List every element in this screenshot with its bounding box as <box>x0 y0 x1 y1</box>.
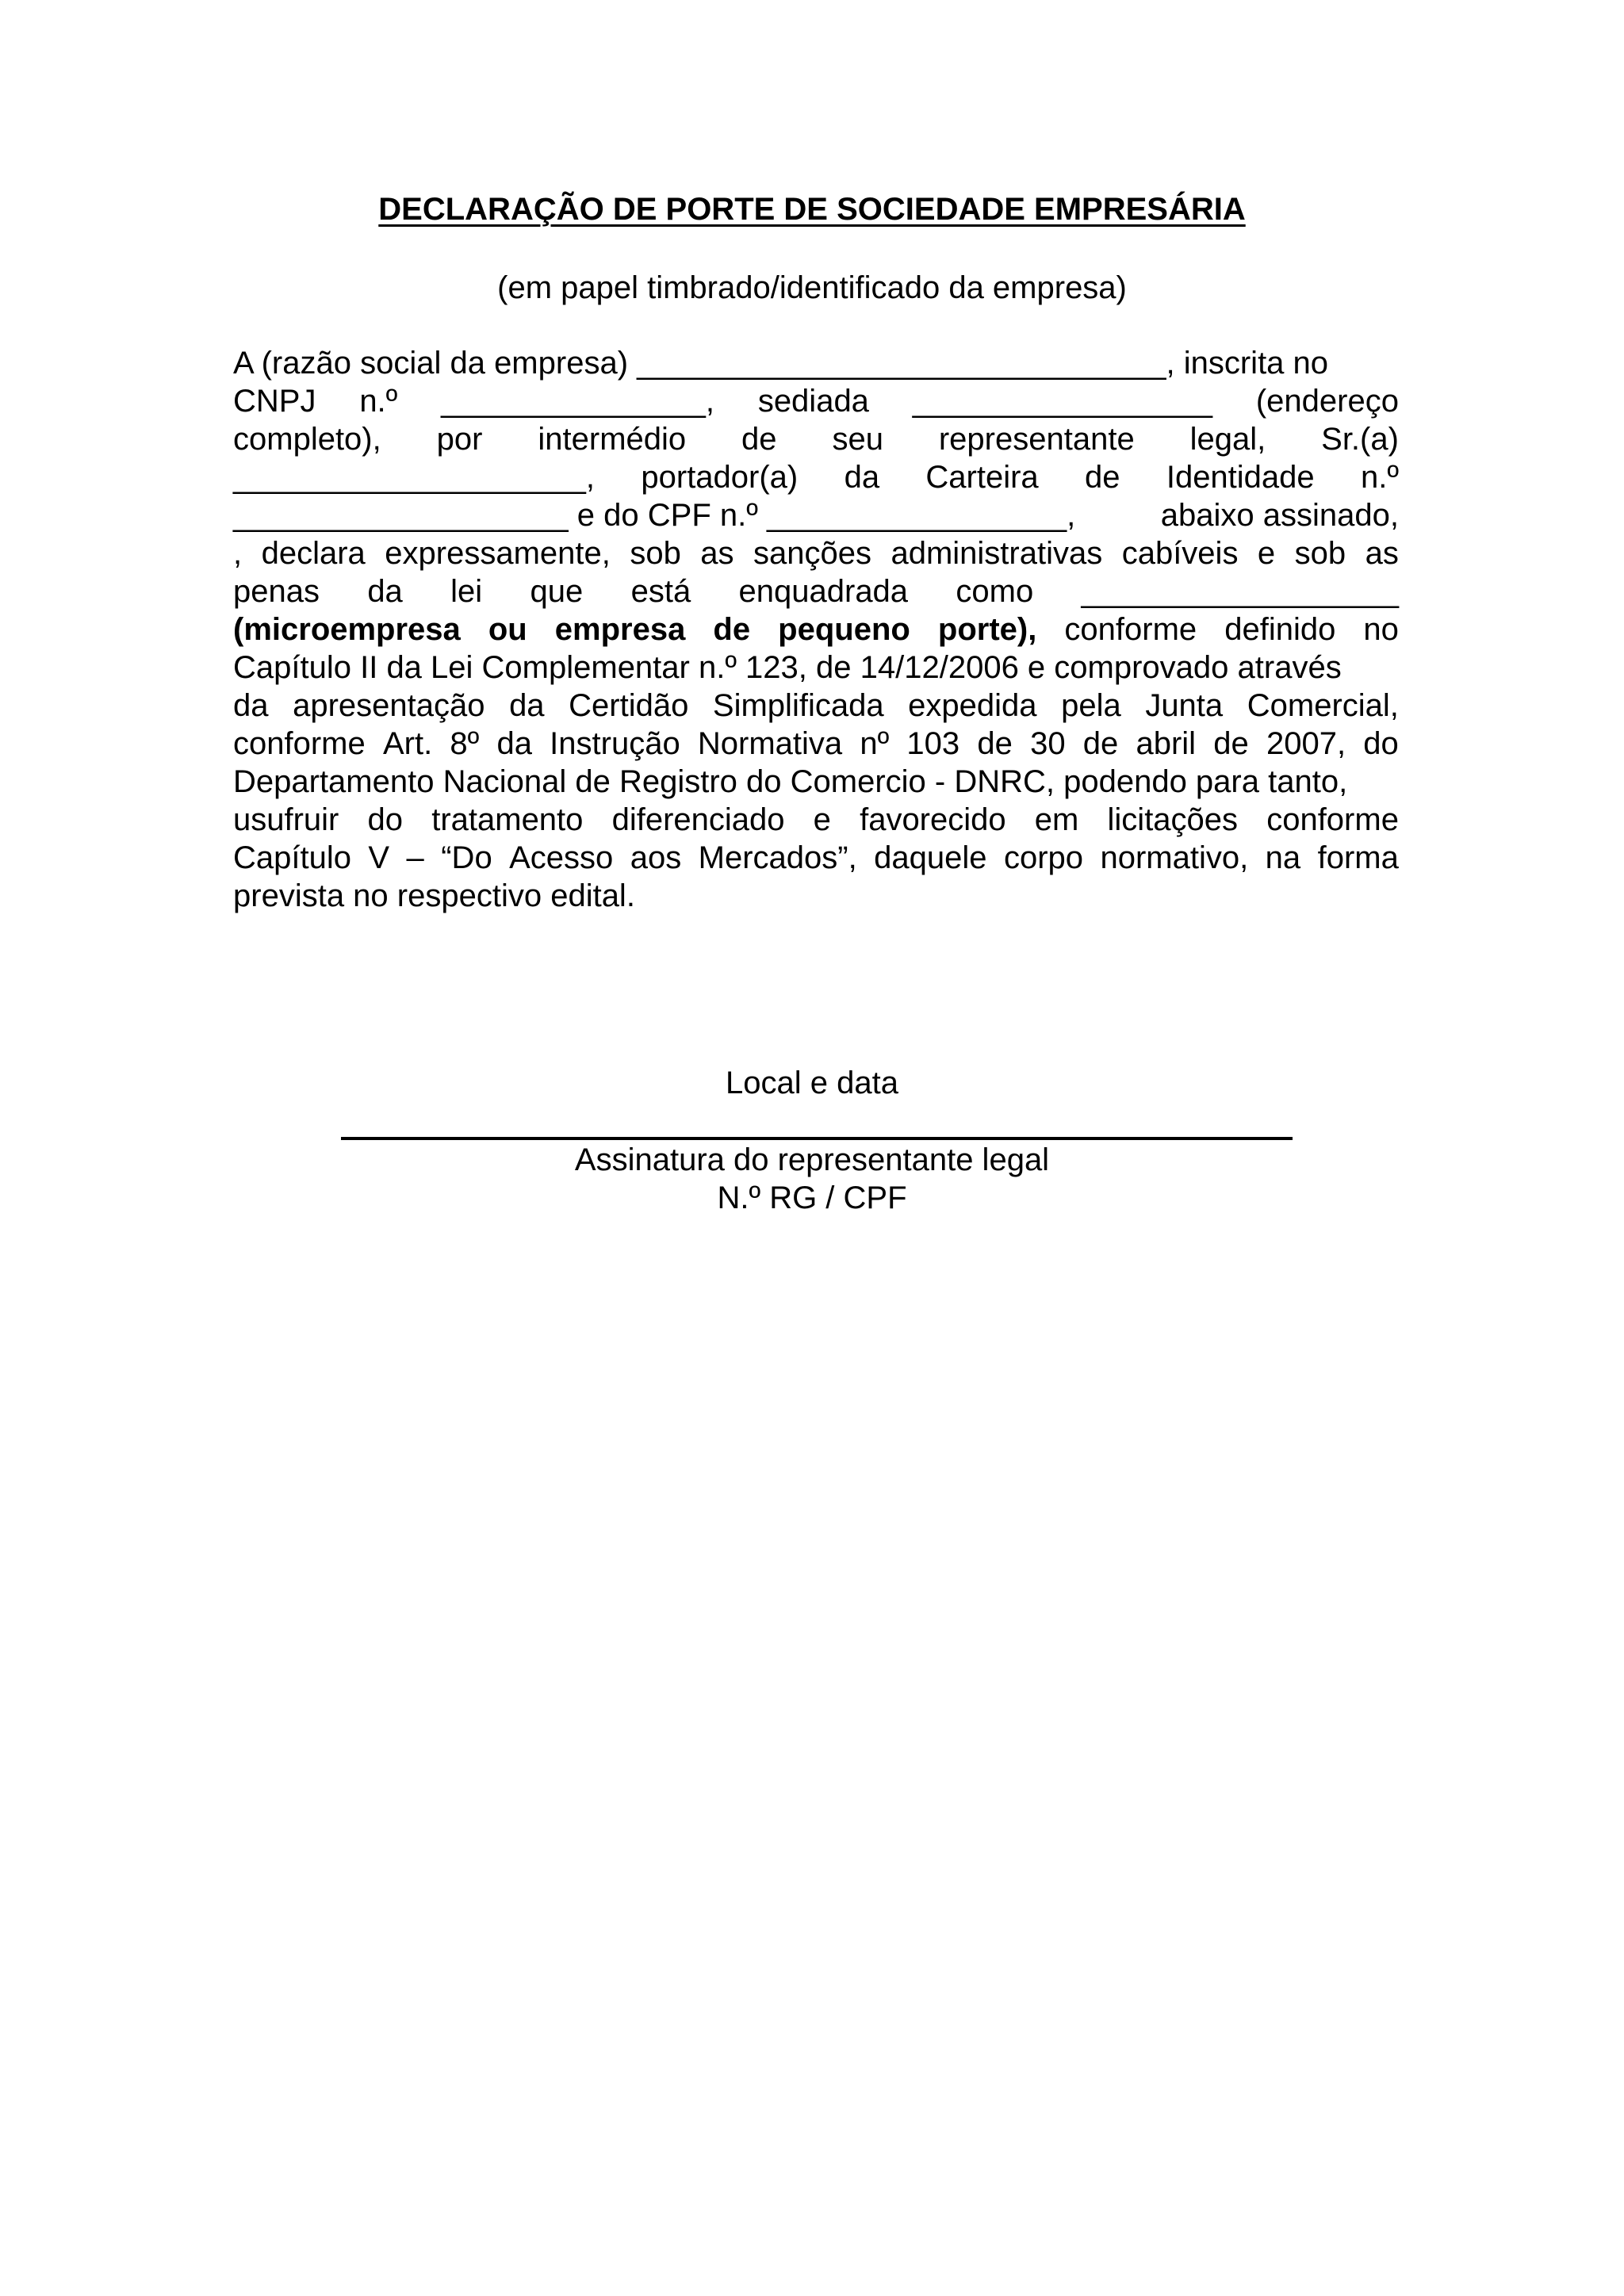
body-word: declara <box>261 536 366 571</box>
body-word: _________________ <box>912 384 1212 419</box>
signature-label: Assinatura do representante legal <box>574 1142 1050 1177</box>
body-word: 30 <box>1030 726 1066 761</box>
body-word: 103 <box>906 726 960 761</box>
body-word: seu <box>832 422 883 457</box>
body-word: Sr.(a) <box>1321 422 1399 457</box>
body-word: favorecido <box>860 802 1006 837</box>
body-word: forma <box>1317 840 1399 875</box>
body-line <box>233 687 1399 725</box>
body-line <box>233 344 1399 382</box>
body-word: de <box>1213 726 1249 761</box>
body-line <box>233 801 1399 839</box>
body-word: corpo <box>1003 840 1084 875</box>
body-line <box>233 649 1399 687</box>
body-word: lei <box>450 574 483 609</box>
body-word: expressamente, <box>385 536 611 571</box>
body-word: Instrução <box>550 726 680 761</box>
body-word: da <box>233 688 269 723</box>
body-word: sob <box>1294 536 1346 571</box>
body-word: da <box>509 688 545 723</box>
body-line <box>233 534 1399 572</box>
document-title: DECLARAÇÃO DE PORTE DE SOCIEDADE EMPRESÁRIA <box>378 192 1246 227</box>
body-word: empresa <box>554 612 686 647</box>
body-word: usufruir <box>233 802 339 837</box>
place-date-label: Local e data <box>726 1066 898 1100</box>
body-word: expedida <box>908 688 1037 723</box>
body-word: V <box>368 840 390 875</box>
body-word: e <box>1257 536 1276 571</box>
body-word: penas <box>233 574 320 609</box>
body-line <box>233 496 1399 534</box>
body-word: de <box>741 422 777 457</box>
body-line <box>233 839 1399 877</box>
body-word: “Do <box>441 840 492 875</box>
body-word: do <box>367 802 404 837</box>
body-word: __________________ <box>1081 574 1399 609</box>
body-word: Simplificada <box>712 688 884 723</box>
body-word: de <box>977 726 1013 761</box>
body-word: tratamento <box>431 802 584 837</box>
body-word: conforme <box>233 726 366 761</box>
body-word: 2007, <box>1266 726 1346 761</box>
body-word: sanções <box>753 536 871 571</box>
body-word: conforme <box>1266 802 1399 837</box>
body-word: na <box>1265 840 1301 875</box>
body-word: licitações <box>1107 802 1239 837</box>
body-word: (endereço <box>1255 384 1399 419</box>
body-line <box>233 610 1399 649</box>
body-word: pela <box>1061 688 1121 723</box>
body-word: administrativas <box>891 536 1103 571</box>
body-line <box>233 763 1399 801</box>
body-word: cabíveis <box>1121 536 1239 571</box>
body-word: A (razão social da empresa) ______________________________, inscrita no <box>233 346 1329 381</box>
body-word: daquele <box>874 840 987 875</box>
body-word: ___________________ e do CPF n.º _________________, <box>233 498 1076 533</box>
body-word: as <box>1365 536 1399 571</box>
body-word: Identidade <box>1166 460 1315 495</box>
body-word: n.º <box>1361 460 1399 495</box>
body-word: Normativa <box>697 726 843 761</box>
body-word: Departamento Nacional de Registro do Comercio - DNRC, podendo para tanto, <box>233 764 1348 799</box>
body-word: Capítulo II da Lei Complementar n.º 123, de 14/12/2006 e comprovado através <box>233 650 1342 685</box>
body-word: do <box>1363 726 1399 761</box>
body-line <box>233 725 1399 763</box>
body-word: legal, <box>1189 422 1266 457</box>
body-word: representante <box>938 422 1135 457</box>
body-line <box>233 382 1399 420</box>
body-word: completo), <box>233 422 381 457</box>
declaration-body <box>233 344 1399 915</box>
body-word: Carteira <box>925 460 1039 495</box>
body-word: aos <box>630 840 682 875</box>
body-word: abril <box>1136 726 1197 761</box>
body-word: está <box>630 574 691 609</box>
body-word: de <box>713 612 751 647</box>
body-word: porte), <box>937 612 1037 647</box>
body-word: n.º <box>359 384 398 419</box>
body-word: e <box>813 802 831 837</box>
body-word: ____________________, <box>233 460 596 495</box>
body-word: em <box>1034 802 1079 837</box>
body-word: normativo, <box>1100 840 1249 875</box>
body-word: sob <box>630 536 681 571</box>
body-word: conforme <box>1064 612 1197 647</box>
body-word: Comercial, <box>1247 688 1399 723</box>
body-word: pequeno <box>778 612 910 647</box>
body-word: no <box>1363 612 1399 647</box>
body-word: nº <box>860 726 890 761</box>
body-word: Junta <box>1145 688 1224 723</box>
body-word: 8º <box>450 726 480 761</box>
body-line <box>233 420 1399 458</box>
body-word: abaixo assinado, <box>1160 498 1399 533</box>
body-word: da <box>496 726 532 761</box>
body-word: sediada <box>757 384 869 419</box>
body-line <box>233 458 1399 496</box>
body-word: diferenciado <box>611 802 785 837</box>
body-line <box>233 877 1399 915</box>
body-word: de <box>1085 460 1120 495</box>
body-word: definido <box>1224 612 1336 647</box>
body-word: por <box>436 422 483 457</box>
body-word: da <box>367 574 403 609</box>
signature-line <box>341 1137 1293 1140</box>
body-line <box>233 572 1399 610</box>
body-word: portador(a) <box>641 460 799 495</box>
body-word: Art. <box>382 726 433 761</box>
body-word: – <box>406 840 424 875</box>
body-word: Capítulo <box>233 840 351 875</box>
body-word: Acesso <box>509 840 614 875</box>
body-word: Mercados”, <box>698 840 857 875</box>
body-word: ou <box>488 612 527 647</box>
body-word: as <box>700 536 734 571</box>
document-subtitle: (em papel timbrado/identificado da empresa) <box>497 270 1127 305</box>
body-word: intermédio <box>538 422 687 457</box>
body-word: como <box>956 574 1034 609</box>
body-word: que <box>530 574 584 609</box>
body-word: CNPJ <box>233 384 316 419</box>
body-word: , <box>233 536 243 571</box>
body-word: enquadrada <box>738 574 909 609</box>
body-word: prevista no respectivo edital. <box>233 878 635 913</box>
body-word: (microempresa <box>233 612 461 647</box>
body-word: de <box>1082 726 1119 761</box>
body-word: apresentação <box>293 688 485 723</box>
body-word: da <box>844 460 880 495</box>
body-word: _______________, <box>441 384 714 419</box>
body-word: Certidão <box>569 688 689 723</box>
signature-id-label: N.º RG / CPF <box>717 1181 907 1215</box>
